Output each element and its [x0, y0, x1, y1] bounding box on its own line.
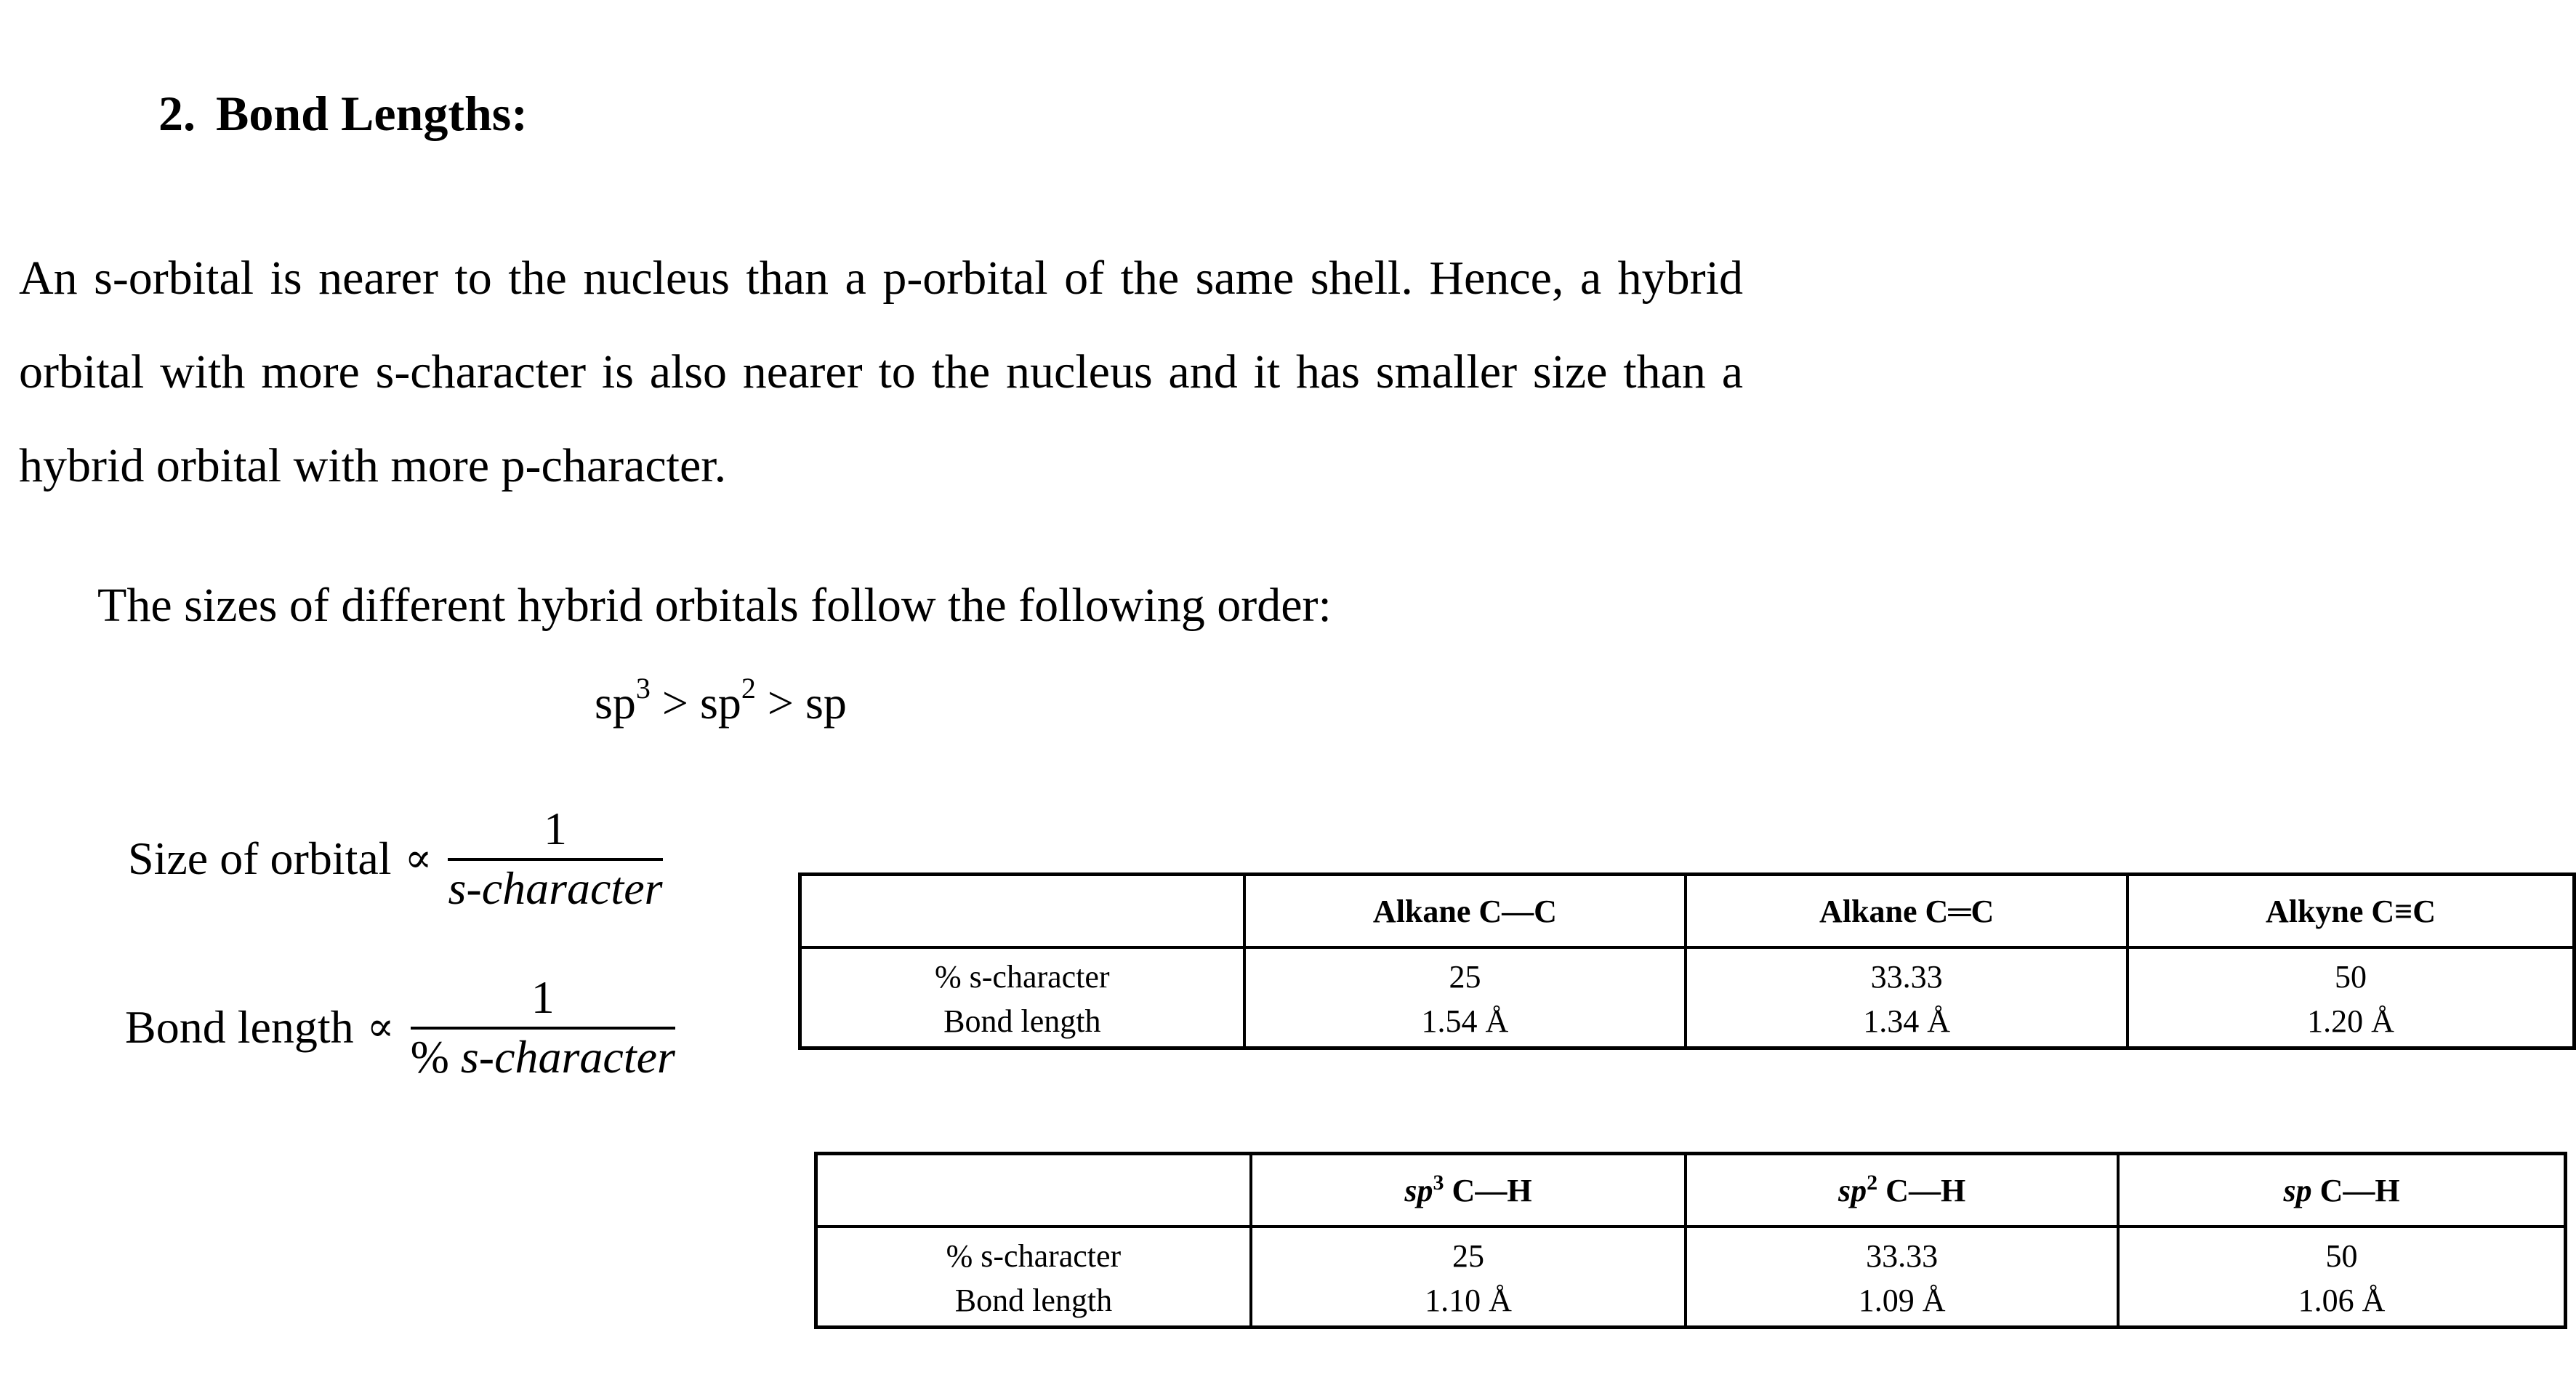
order-gt: > [661, 677, 688, 729]
order-intro-text: The sizes of different hybrid orbitals follow the following order: [97, 579, 1332, 632]
bond-length-proportionality [125, 971, 675, 1083]
cc-bond-table [798, 872, 2576, 1050]
hybrid-sup: 3 [1433, 1170, 1444, 1195]
intro-paragraph: An s-orbital is nearer to the nucleus than a p-orbital of the same shell. Hence, a hybrid orbital with more s-character is also nearer to the nucleus and it has smaller size than a hybrid orbital with more p-character. [19, 252, 1743, 492]
section-title: Bond Lengths: [216, 86, 528, 141]
fraction-numerator: 1 [543, 803, 567, 854]
table-row [816, 1227, 2566, 1275]
table-cell: 50 [2118, 1227, 2565, 1275]
table-cell: 25 [1244, 947, 1686, 995]
table-cell: 1.34 Å [1686, 995, 2128, 1048]
order-term-sp2: sp [700, 677, 741, 729]
section-number: 2. [158, 86, 196, 141]
order-term-sp: sp [805, 677, 847, 729]
table-cell: 1.06 Å [2118, 1275, 2565, 1328]
proportional-symbol: ∝ [366, 1005, 395, 1050]
order-sup-3: 3 [635, 672, 651, 705]
percent-sign: % [410, 1031, 449, 1083]
table-cell: 1.20 Å [2128, 995, 2575, 1048]
table-row [800, 995, 2575, 1048]
bond-lhs: Bond length [125, 1001, 354, 1053]
proportional-symbol: ∝ [404, 836, 432, 881]
fraction-denominator [410, 1030, 675, 1083]
bond-label: C—H [1444, 1172, 1532, 1208]
fraction-numerator: 1 [531, 971, 555, 1023]
table-cell: 33.33 [1686, 947, 2128, 995]
row-label: Bond length [954, 1282, 1113, 1318]
table-cell: 50 [2128, 947, 2575, 995]
table-cell: 25 [1251, 1227, 1686, 1275]
table-cell: 1.54 Å [1244, 995, 1686, 1048]
order-sup-2: 2 [741, 672, 756, 705]
header-cell: Alkane C═C [1686, 875, 2128, 948]
fraction-denominator: s-character [448, 862, 663, 914]
denominator-text: s-character [460, 1031, 675, 1083]
header-cell [800, 875, 1244, 948]
order-gt: > [767, 677, 794, 729]
ch-bond-table [814, 1152, 2567, 1329]
size-lhs: Size of orbital [128, 833, 392, 884]
hybrid-label: sp [1404, 1172, 1433, 1208]
row-label: Bond length [943, 1003, 1101, 1039]
header-cell: Alkane C—C [1244, 875, 1686, 948]
row-label: % s-character [934, 959, 1110, 995]
size-fraction [448, 803, 663, 914]
size-proportionality [128, 803, 663, 914]
table-row [800, 947, 2575, 995]
table-cell: 33.33 [1686, 1227, 2118, 1275]
header-cell [1686, 1154, 2118, 1227]
section-heading [158, 86, 528, 141]
table-cell: 1.09 Å [1686, 1275, 2118, 1328]
table-row [816, 1275, 2566, 1328]
table-header-row [800, 875, 2575, 948]
bond-label: C—H [1877, 1172, 1966, 1208]
hybrid-sup: 2 [1867, 1170, 1878, 1195]
header-cell [2118, 1154, 2565, 1227]
bond-fraction [410, 971, 675, 1083]
header-cell [816, 1154, 1251, 1227]
hybrid-label: sp [1838, 1172, 1867, 1208]
hybrid-label: sp [2283, 1172, 2312, 1208]
order-term-sp3: sp [595, 677, 636, 729]
table-header-row [816, 1154, 2566, 1227]
header-cell [1251, 1154, 1686, 1227]
row-label: % s-character [946, 1238, 1122, 1274]
header-cell: Alkyne C≡C [2128, 875, 2575, 948]
hybrid-size-order [595, 672, 847, 729]
bond-label: C—H [2311, 1172, 2400, 1208]
table-cell: 1.10 Å [1251, 1275, 1686, 1328]
